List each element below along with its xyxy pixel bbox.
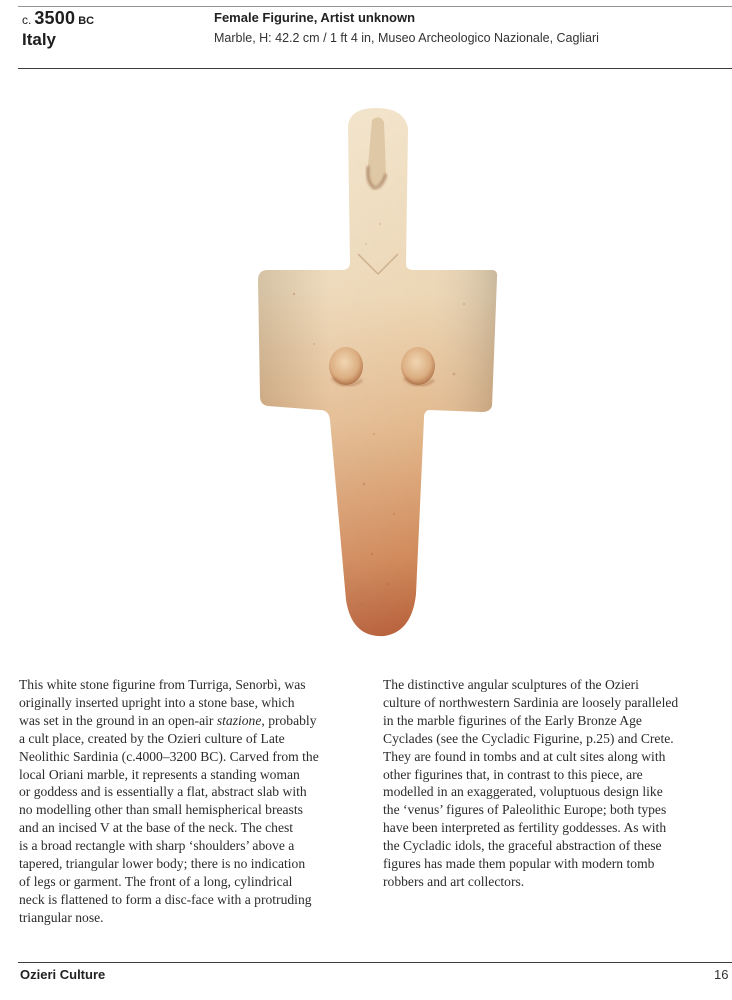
country: Italy bbox=[22, 30, 57, 49]
italic-term: stazione bbox=[216, 712, 262, 728]
body-line-part: , probably bbox=[261, 712, 317, 728]
caption-details: Marble, H: 42.2 cm / 1 ft 4 in, Museo Archeologico Nazionale, Cagliari bbox=[214, 31, 599, 45]
body-line: the ‘venus’ figures of Paleolithic Europe; both types bbox=[383, 802, 667, 818]
body-line: Cyclades (see the Cycladic Figurine, p.25) and Crete. bbox=[383, 730, 674, 746]
body-line-part: was set in the ground in an open-air bbox=[19, 712, 217, 728]
page-number: 16 bbox=[714, 967, 729, 982]
body-line: originally inserted upright into a stone base, which bbox=[19, 694, 295, 710]
body-line: figures has made them popular with modern tomb bbox=[383, 856, 655, 872]
body-line: modelled in an exaggerated, voluptuous design like bbox=[383, 784, 663, 800]
body-line: local Oriani marble, it represents a standing woman bbox=[19, 766, 300, 782]
body-line: a cult place, created by the Ozieri culture of Late bbox=[19, 730, 285, 746]
body-line: culture of northwestern Sardinia are loosely paralleled bbox=[383, 694, 679, 710]
body-line: They are found in tombs and at cult sites along with bbox=[383, 748, 666, 764]
body-line: tapered, triangular lower body; there is no indication bbox=[19, 856, 306, 872]
body-line: other figurines that, in contrast to this piece, are bbox=[383, 766, 643, 782]
date-prefix: c. bbox=[22, 13, 32, 27]
body-text-right-column bbox=[383, 676, 732, 891]
footer-rule bbox=[18, 962, 732, 963]
date-line bbox=[22, 8, 94, 30]
body-line: is a broad rectangle with sharp ‘shoulders’ above a bbox=[19, 838, 295, 854]
body-line: have been interpreted as fertility goddesses. As with bbox=[383, 820, 667, 836]
header-rule bbox=[18, 68, 732, 69]
body-line: Neolithic Sardinia (c.4000–3200 BC). Carved from the bbox=[19, 748, 319, 764]
top-rule bbox=[18, 6, 732, 7]
body-line: no modelling other than small hemispherical breasts bbox=[19, 802, 303, 818]
body-line: This white stone figurine from Turriga, Senorbì, was bbox=[19, 677, 306, 692]
body-line: of legs or garment. The front of a long, cylindrical bbox=[19, 873, 293, 889]
body-text-left-column bbox=[19, 676, 375, 927]
body-line: and an incised V at the base of the neck. The chest bbox=[19, 820, 294, 836]
body-line: the Cycladic idols, the graceful abstraction of these bbox=[383, 838, 662, 854]
section-label: Ozieri Culture bbox=[20, 967, 106, 982]
body-line: neck is flattened to form a disc-face with a protruding bbox=[19, 891, 312, 907]
body-line: in the marble figurines of the Early Bronze Age bbox=[383, 712, 642, 728]
date-year: 3500 bbox=[34, 8, 76, 28]
body-line-with-italic bbox=[19, 712, 375, 730]
caption-block bbox=[214, 9, 599, 47]
date-block bbox=[22, 8, 94, 50]
body-line: triangular nose. bbox=[19, 909, 104, 925]
figurine-image bbox=[254, 104, 504, 644]
date-suffix: BC bbox=[78, 15, 95, 27]
body-line: The distinctive angular sculptures of the Ozieri bbox=[383, 677, 639, 692]
figurine-illustration bbox=[254, 104, 504, 644]
body-line: or goddess and is essentially a flat, abstract slab with bbox=[19, 784, 307, 800]
body-line: robbers and art collectors. bbox=[383, 873, 525, 889]
caption-title: Female Figurine, Artist unknown bbox=[214, 10, 416, 25]
